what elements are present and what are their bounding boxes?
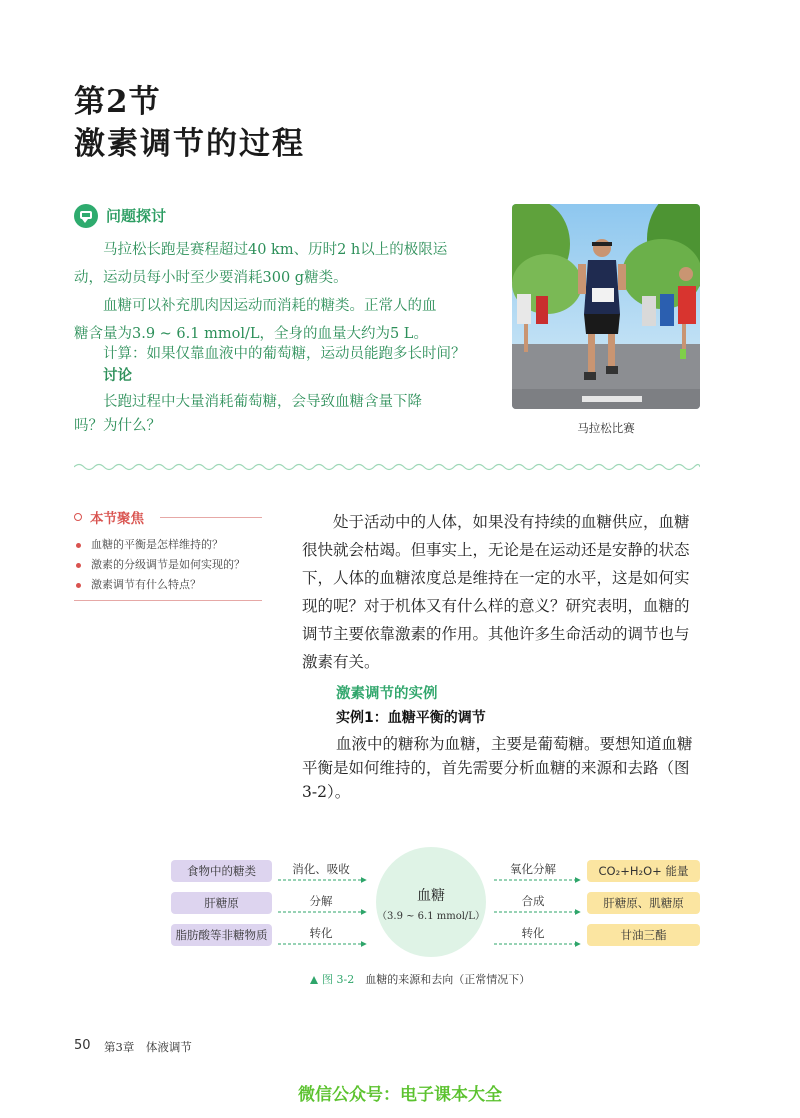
destination-box: 肝糖原、肌糖原 — [587, 892, 700, 914]
inquiry-p2-l2: 糖含量为3.9 ~ 6.1 mmol/L，全身的血量大约为5 L。 — [74, 326, 428, 342]
intro-line: 处于活动中的人体，如果没有持续的血糖供应，血糖 — [333, 513, 690, 531]
arrow-label: 分解 — [309, 894, 333, 908]
discussion-l1: 长跑过程中大量消耗葡萄糖，会导致血糖含量下降 — [103, 394, 422, 410]
arrow-label: 氧化分解 — [510, 862, 556, 876]
intro-line: 很快就会枯竭。但事实上，无论是在运动还是安静的状态 — [302, 541, 690, 559]
example-line: 3-2）。 — [302, 783, 351, 801]
page-number: 50 — [74, 1038, 91, 1053]
inquiry-p2-l1: 血糖可以补充肌肉因运动而消耗的糖类。正常人的血 — [103, 298, 437, 314]
destination-box: 甘油三酯 — [587, 924, 700, 946]
arrow-label: 合成 — [521, 894, 545, 908]
discussion-l2: 吗？为什么？ — [74, 418, 161, 434]
figure-caption — [310, 971, 530, 987]
source-box: 食物中的糖类 — [171, 860, 272, 882]
section-title: 激素调节的过程 — [74, 126, 305, 162]
source-box: 脂肪酸等非糖物质 — [171, 924, 272, 946]
arrow-label: 转化 — [309, 926, 333, 940]
example-line: 平衡是如何维持的，首先需要分析血糖的来源和去路（图 — [302, 759, 690, 777]
figure-caption-text: 血糖的来源和去向（正常情况下） — [365, 973, 531, 986]
chapter-label: 第3章 体液调节 — [104, 1040, 192, 1054]
inquiry-p1-l1: 马拉松长跑是赛程超过40 km、历时2 h以上的极限运 — [103, 242, 448, 258]
focus-heading: 本节聚焦 — [90, 511, 144, 527]
intro-line: 调节主要依靠激素的作用。其他许多生命活动的调节也与 — [302, 625, 690, 643]
triangle-icon — [310, 976, 318, 984]
example-heading: 实例1：血糖平衡的调节 — [336, 710, 486, 726]
example-line: 血液中的糖称为血糖，主要是葡萄糖。要想知道血糖 — [336, 735, 693, 753]
inquiry-question: 计算：如果仅靠血液中的葡萄糖，运动员能跑多长时间？ — [103, 346, 466, 362]
focus-item: 激素调节有什么特点？ — [91, 578, 201, 591]
arrow-label: 转化 — [521, 926, 545, 940]
discussion-heading: 讨论 — [103, 368, 132, 384]
source-box: 肝糖原 — [171, 892, 272, 914]
inquiry-heading: 问题探讨 — [106, 207, 167, 225]
photo-caption: 马拉松比赛 — [577, 421, 635, 435]
destination-box: CO₂+H₂O+ 能量 — [587, 860, 700, 882]
intro-line: 激素有关。 — [302, 653, 380, 671]
blood-glucose-range: （3.9 ~ 6.1 mmol/L） — [377, 911, 485, 922]
intro-line: 下，人体的血糖浓度总是维持在一定的水平，这是如何实 — [302, 569, 690, 587]
intro-line: 现的呢？对于机体又有什么样的意义？研究表明，血糖的 — [302, 597, 690, 615]
section-heading: 激素调节的实例 — [336, 686, 438, 702]
figure-number: 图 3-2 — [322, 973, 355, 986]
blood-glucose-label: 血糖 — [417, 888, 445, 904]
focus-item: 血糖的平衡是怎样维持的？ — [91, 538, 223, 551]
inquiry-p1-l2: 动，运动员每小时至少要消耗300 g糖类。 — [74, 270, 348, 286]
section-number: 第2节 — [74, 84, 161, 120]
wechat-watermark: 微信公众号：电子课本大全 — [298, 1085, 502, 1105]
focus-item: 激素的分级调节是如何实现的？ — [91, 558, 245, 571]
arrow-label: 消化、吸收 — [292, 862, 350, 876]
